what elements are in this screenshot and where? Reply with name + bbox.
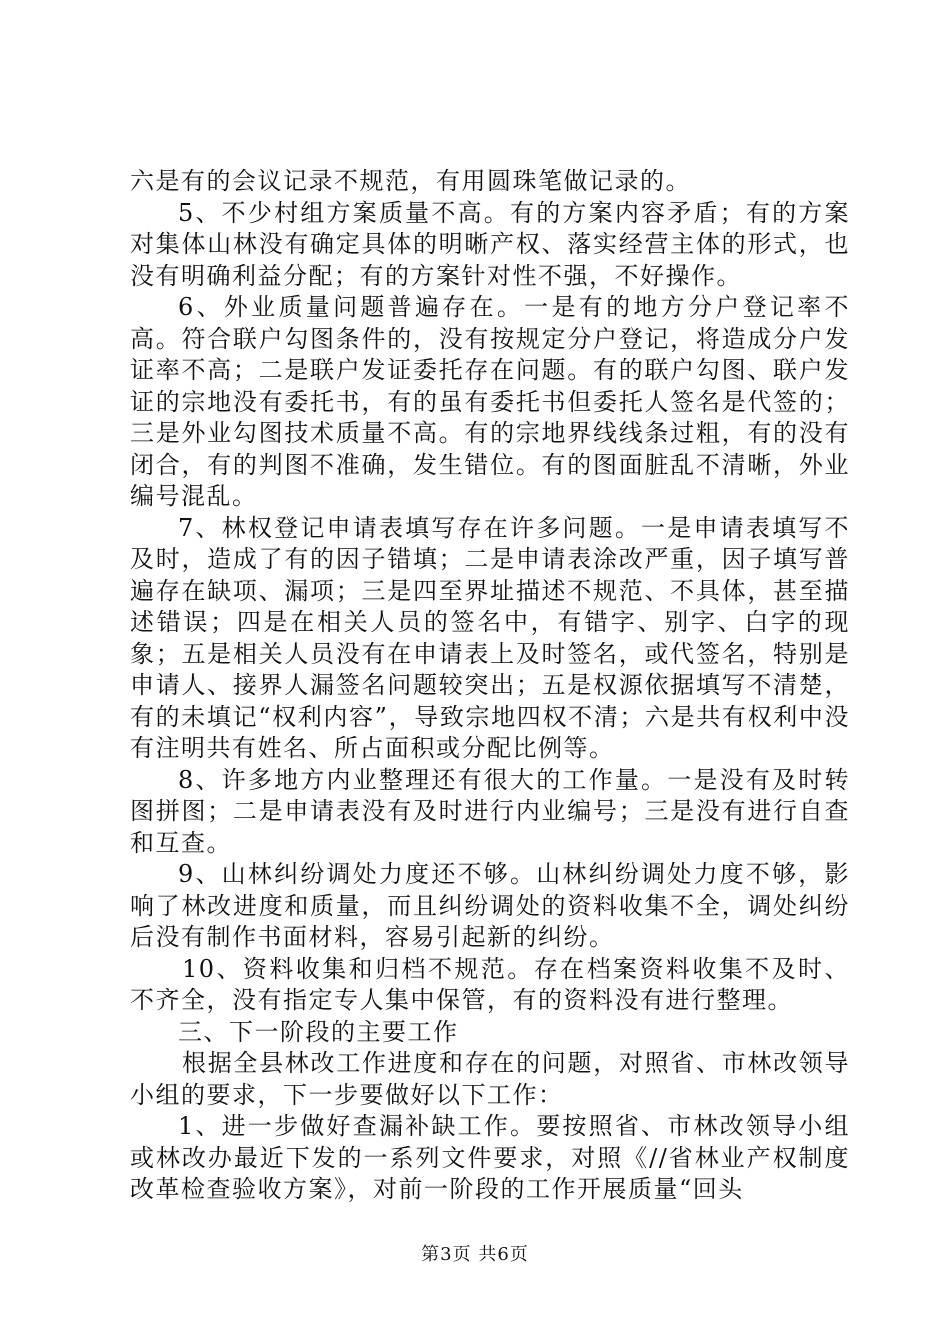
paragraph-4: 7、林权登记申请表填写存在许多问题。一是申请表填写不及时，造成了有的因子错填；二是申请表涂改严重，因子填写普遍存在缺项、漏项；三是四至界址描述不规范、不具体，甚至描述错误；四是在相关人员的签名中，有错字、别字、白字的现象；五是相关人员没有在申请表上及时签名，或代签名，特别是申请人、接界人漏签名问题较突出；五是权源依据填写不清楚，有的未填记“权利内容”，导致宗地四权不清；六是共有权利中没有注明共有姓名、所占面积或分配比例等。 <box>130 513 850 762</box>
paragraph-7: 10、资料收集和归档不规范。存在档案资料收集不及时、不齐全，没有指定专人集中保管，有的资料没有进行整理。 <box>130 954 850 1014</box>
paragraph-8: 根据全县林改工作进度和存在的问题，对照省、市林改领导小组的要求，下一步要做好以下工作： <box>130 1049 850 1109</box>
paragraph-5: 8、许多地方内业整理还有很大的工作量。一是没有及时转图拼图；二是申请表没有及时进行内业编号；三是没有进行自查和互查。 <box>130 765 850 857</box>
paragraph-1: 六是有的会议记录不规范，有用圆珠笔做记录的。 <box>130 167 691 195</box>
page-footer: 第3页 共6页 <box>421 1244 529 1265</box>
paragraph-6: 9、山林纠纷调处力度还不够。山林纠纷调处力度不够，影响了林改进度和质量，而且纠纷调处的资料收集不全，调处纠纷后没有制作书面材料，容易引起新的纠纷。 <box>130 860 850 951</box>
paragraph-9: 1、进一步做好查漏补缺工作。要按照省、市林改领导小组或林改办最近下发的一系列文件要求，对照《//省林业产权制度改革检查验收方案》，对前一阶段的工作开展质量“回头 <box>130 1112 850 1203</box>
paragraph-3: 6、外业质量问题普遍存在。一是有的地方分户登记率不高。符合联户勾图条件的，没有按规定分户登记，将造成分户发证率不高；二是联户发证委托存在问题。有的联户勾图、联户发证的宗地没有委托书，有的虽有委托书但委托人签名是代签的；三是外业勾图技术质量不高。有的宗地界线线条过粗，有的没有闭合，有的判图不准确，发生错位。有的图面脏乱不清晰，外业编号混乱。 <box>130 293 850 510</box>
paragraph-2: 5、不少村组方案质量不高。有的方案内容矛盾；有的方案对集体山林没有确定具体的明晰产权、落实经营主体的形式，也没有明确利益分配；有的方案针对性不强，不好操作。 <box>130 198 850 290</box>
document-body <box>130 166 850 1206</box>
section-heading: 三、下一阶段的主要工作 <box>178 1017 459 1046</box>
